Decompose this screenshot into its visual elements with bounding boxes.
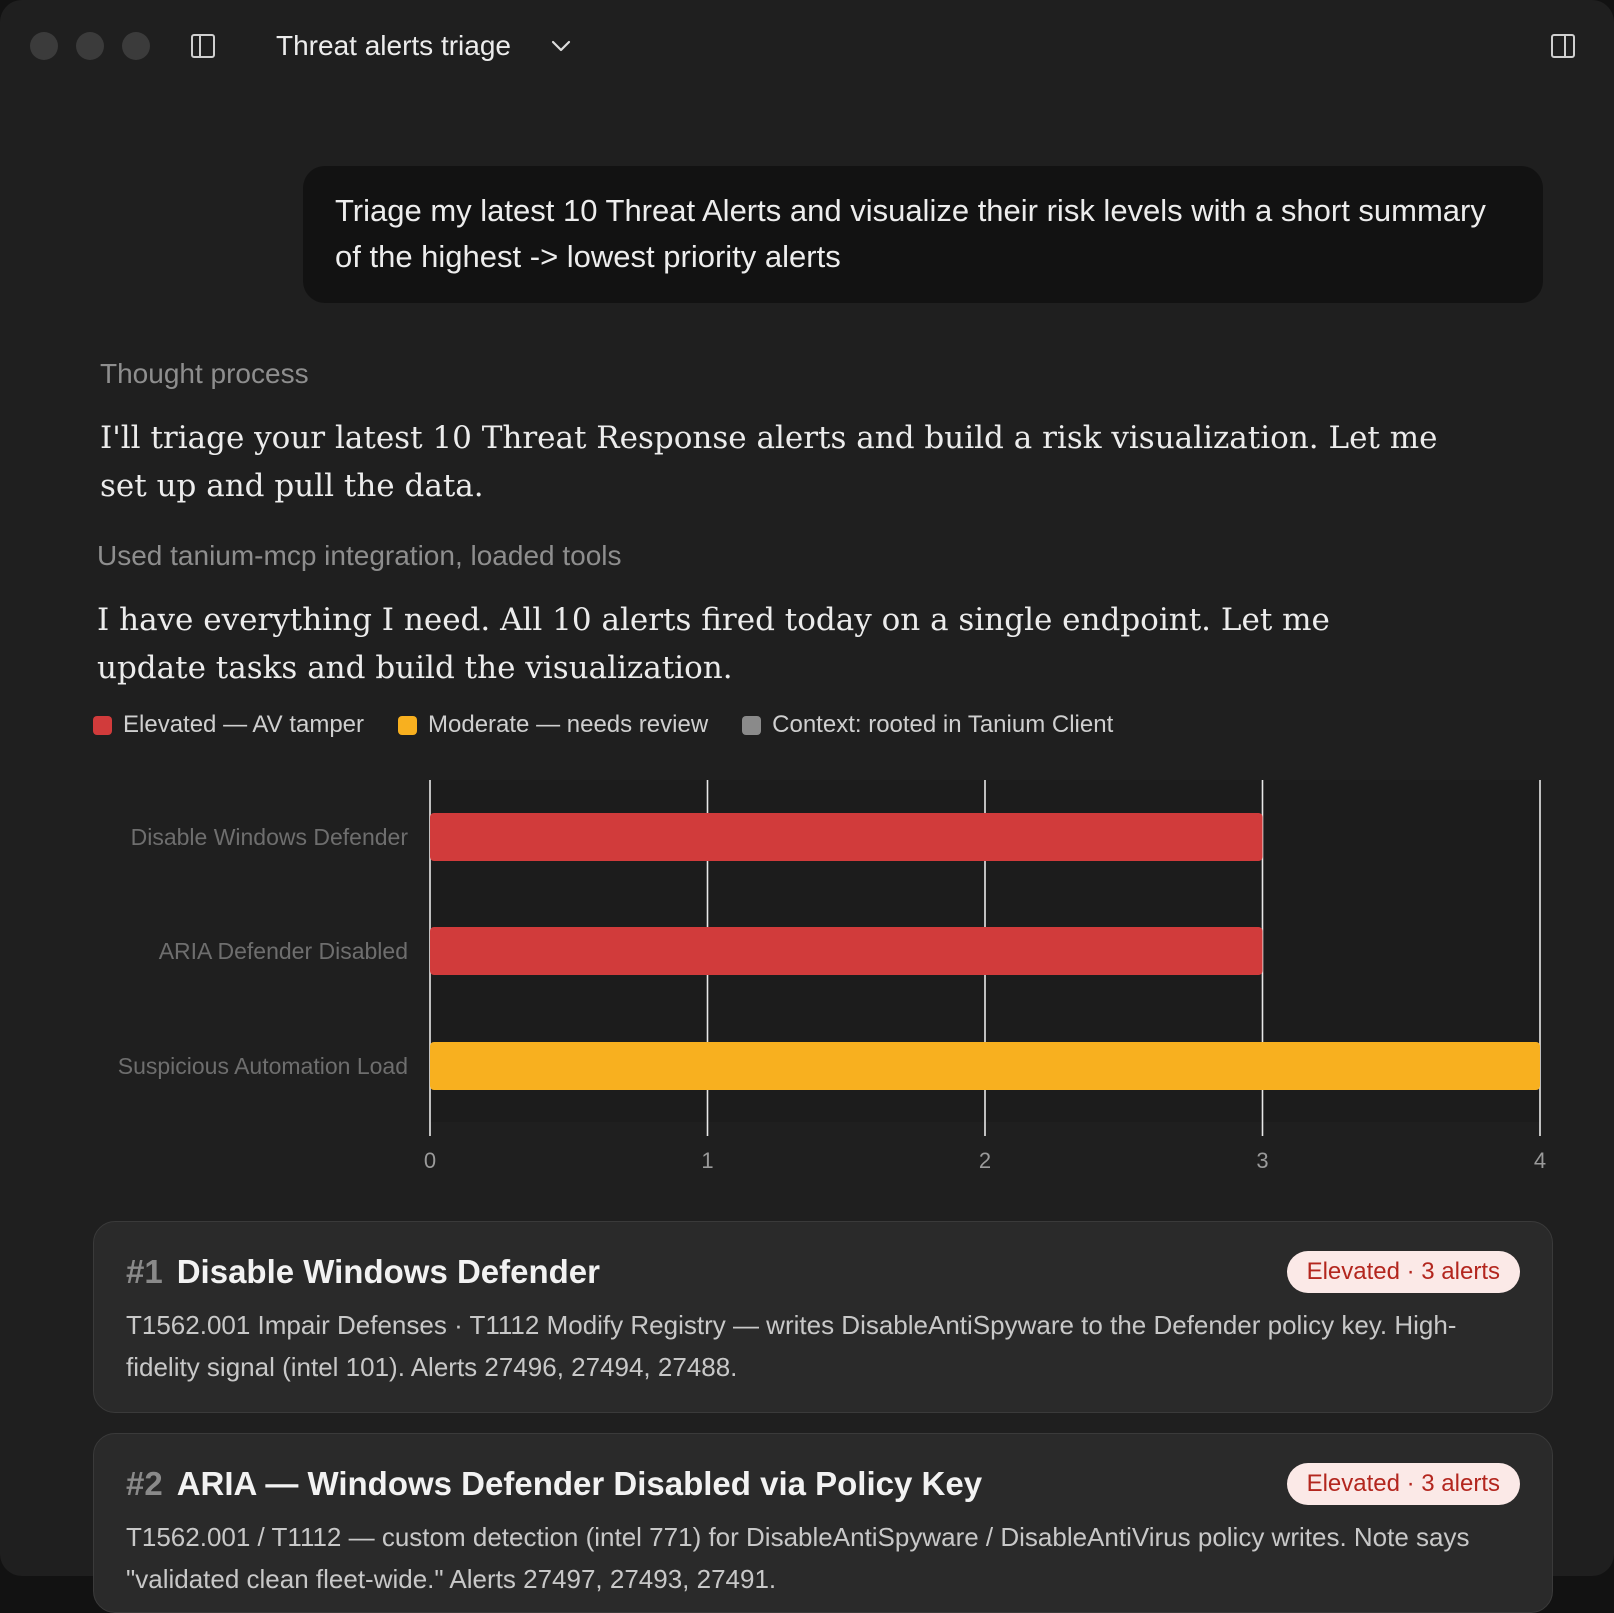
close-window-button[interactable] bbox=[30, 32, 58, 60]
chevron-down-icon[interactable] bbox=[550, 36, 572, 56]
x-tick-label: 4 bbox=[1533, 1148, 1547, 1173]
user-message: Triage my latest 10 Threat Alerts and visualize their risk levels with a short summary of the highest -> lowest priority alerts bbox=[303, 166, 1543, 303]
risk-bar-chart bbox=[0, 760, 1614, 1180]
y-category-label: Suspicious Automation Load bbox=[117, 1053, 408, 1079]
tool-usage-line[interactable]: Used tanium-mcp integration, loaded tools bbox=[97, 540, 622, 571]
alert-title: Disable Windows Defender bbox=[176, 1253, 600, 1290]
alert-card-1[interactable] bbox=[93, 1221, 1553, 1413]
alert-rank: #1 bbox=[126, 1253, 163, 1290]
severity-badge: Elevated · 3 alerts bbox=[1287, 1251, 1520, 1293]
assistant-intro: I'll triage your latest 10 Threat Response alerts and build a risk visualization. Let me set up and pull the data. bbox=[100, 420, 1438, 504]
legend-swatch bbox=[742, 716, 761, 735]
alert-title: ARIA — Windows Defender Disabled via Policy Key bbox=[176, 1465, 983, 1502]
conversation-title[interactable]: Threat alerts triage bbox=[276, 30, 511, 61]
legend-label: Moderate — needs review bbox=[428, 711, 709, 738]
legend-swatch bbox=[93, 716, 112, 735]
y-category-label: ARIA Defender Disabled bbox=[158, 938, 408, 964]
legend-item-context bbox=[742, 711, 1113, 739]
legend-label: Context: rooted in Tanium Client bbox=[772, 711, 1114, 738]
severity-badge: Elevated · 3 alerts bbox=[1287, 1463, 1520, 1505]
minimize-window-button[interactable] bbox=[76, 32, 104, 60]
x-tick-label: 2 bbox=[978, 1148, 992, 1173]
legend-item-elevated bbox=[93, 711, 364, 739]
alert-description: T1562.001 Impair Defenses · T1112 Modify Registry — writes DisableAntiSpyware to the Defender policy key. High-fidelity signal (intel 101). Alerts 27496, 27494, 27488. bbox=[126, 1310, 1457, 1382]
x-tick-label: 0 bbox=[423, 1148, 437, 1173]
alert-description: T1562.001 / T1112 — custom detection (intel 771) for DisableAntiSpyware / DisableAntiVirus policy writes. Note says "validated clean fleet-wide." Alerts 27497, 27493, 27491. bbox=[126, 1522, 1470, 1594]
sidebar-toggle-icon[interactable] bbox=[190, 33, 216, 59]
title-bar bbox=[0, 0, 1614, 92]
x-tick-label: 1 bbox=[701, 1148, 714, 1173]
alert-card-2[interactable] bbox=[93, 1433, 1553, 1613]
zoom-window-button[interactable] bbox=[122, 32, 150, 60]
bar[interactable] bbox=[430, 1042, 1540, 1090]
legend-swatch bbox=[398, 716, 417, 735]
x-tick-label: 3 bbox=[1256, 1148, 1269, 1173]
y-category-label: Disable Windows Defender bbox=[130, 824, 408, 850]
bar[interactable] bbox=[430, 813, 1263, 861]
legend-item-moderate bbox=[398, 711, 708, 739]
thought-process-toggle[interactable]: Thought process bbox=[100, 358, 309, 389]
side-panel-toggle-icon[interactable] bbox=[1550, 33, 1576, 59]
chart-legend bbox=[93, 706, 1147, 744]
legend-label: Elevated — AV tamper bbox=[123, 711, 365, 738]
alert-rank: #2 bbox=[126, 1465, 163, 1502]
assistant-followup: I have everything I need. All 10 alerts fired today on a single endpoint. Let me update tasks and build the visualization. bbox=[97, 602, 1330, 686]
bar[interactable] bbox=[430, 927, 1263, 975]
